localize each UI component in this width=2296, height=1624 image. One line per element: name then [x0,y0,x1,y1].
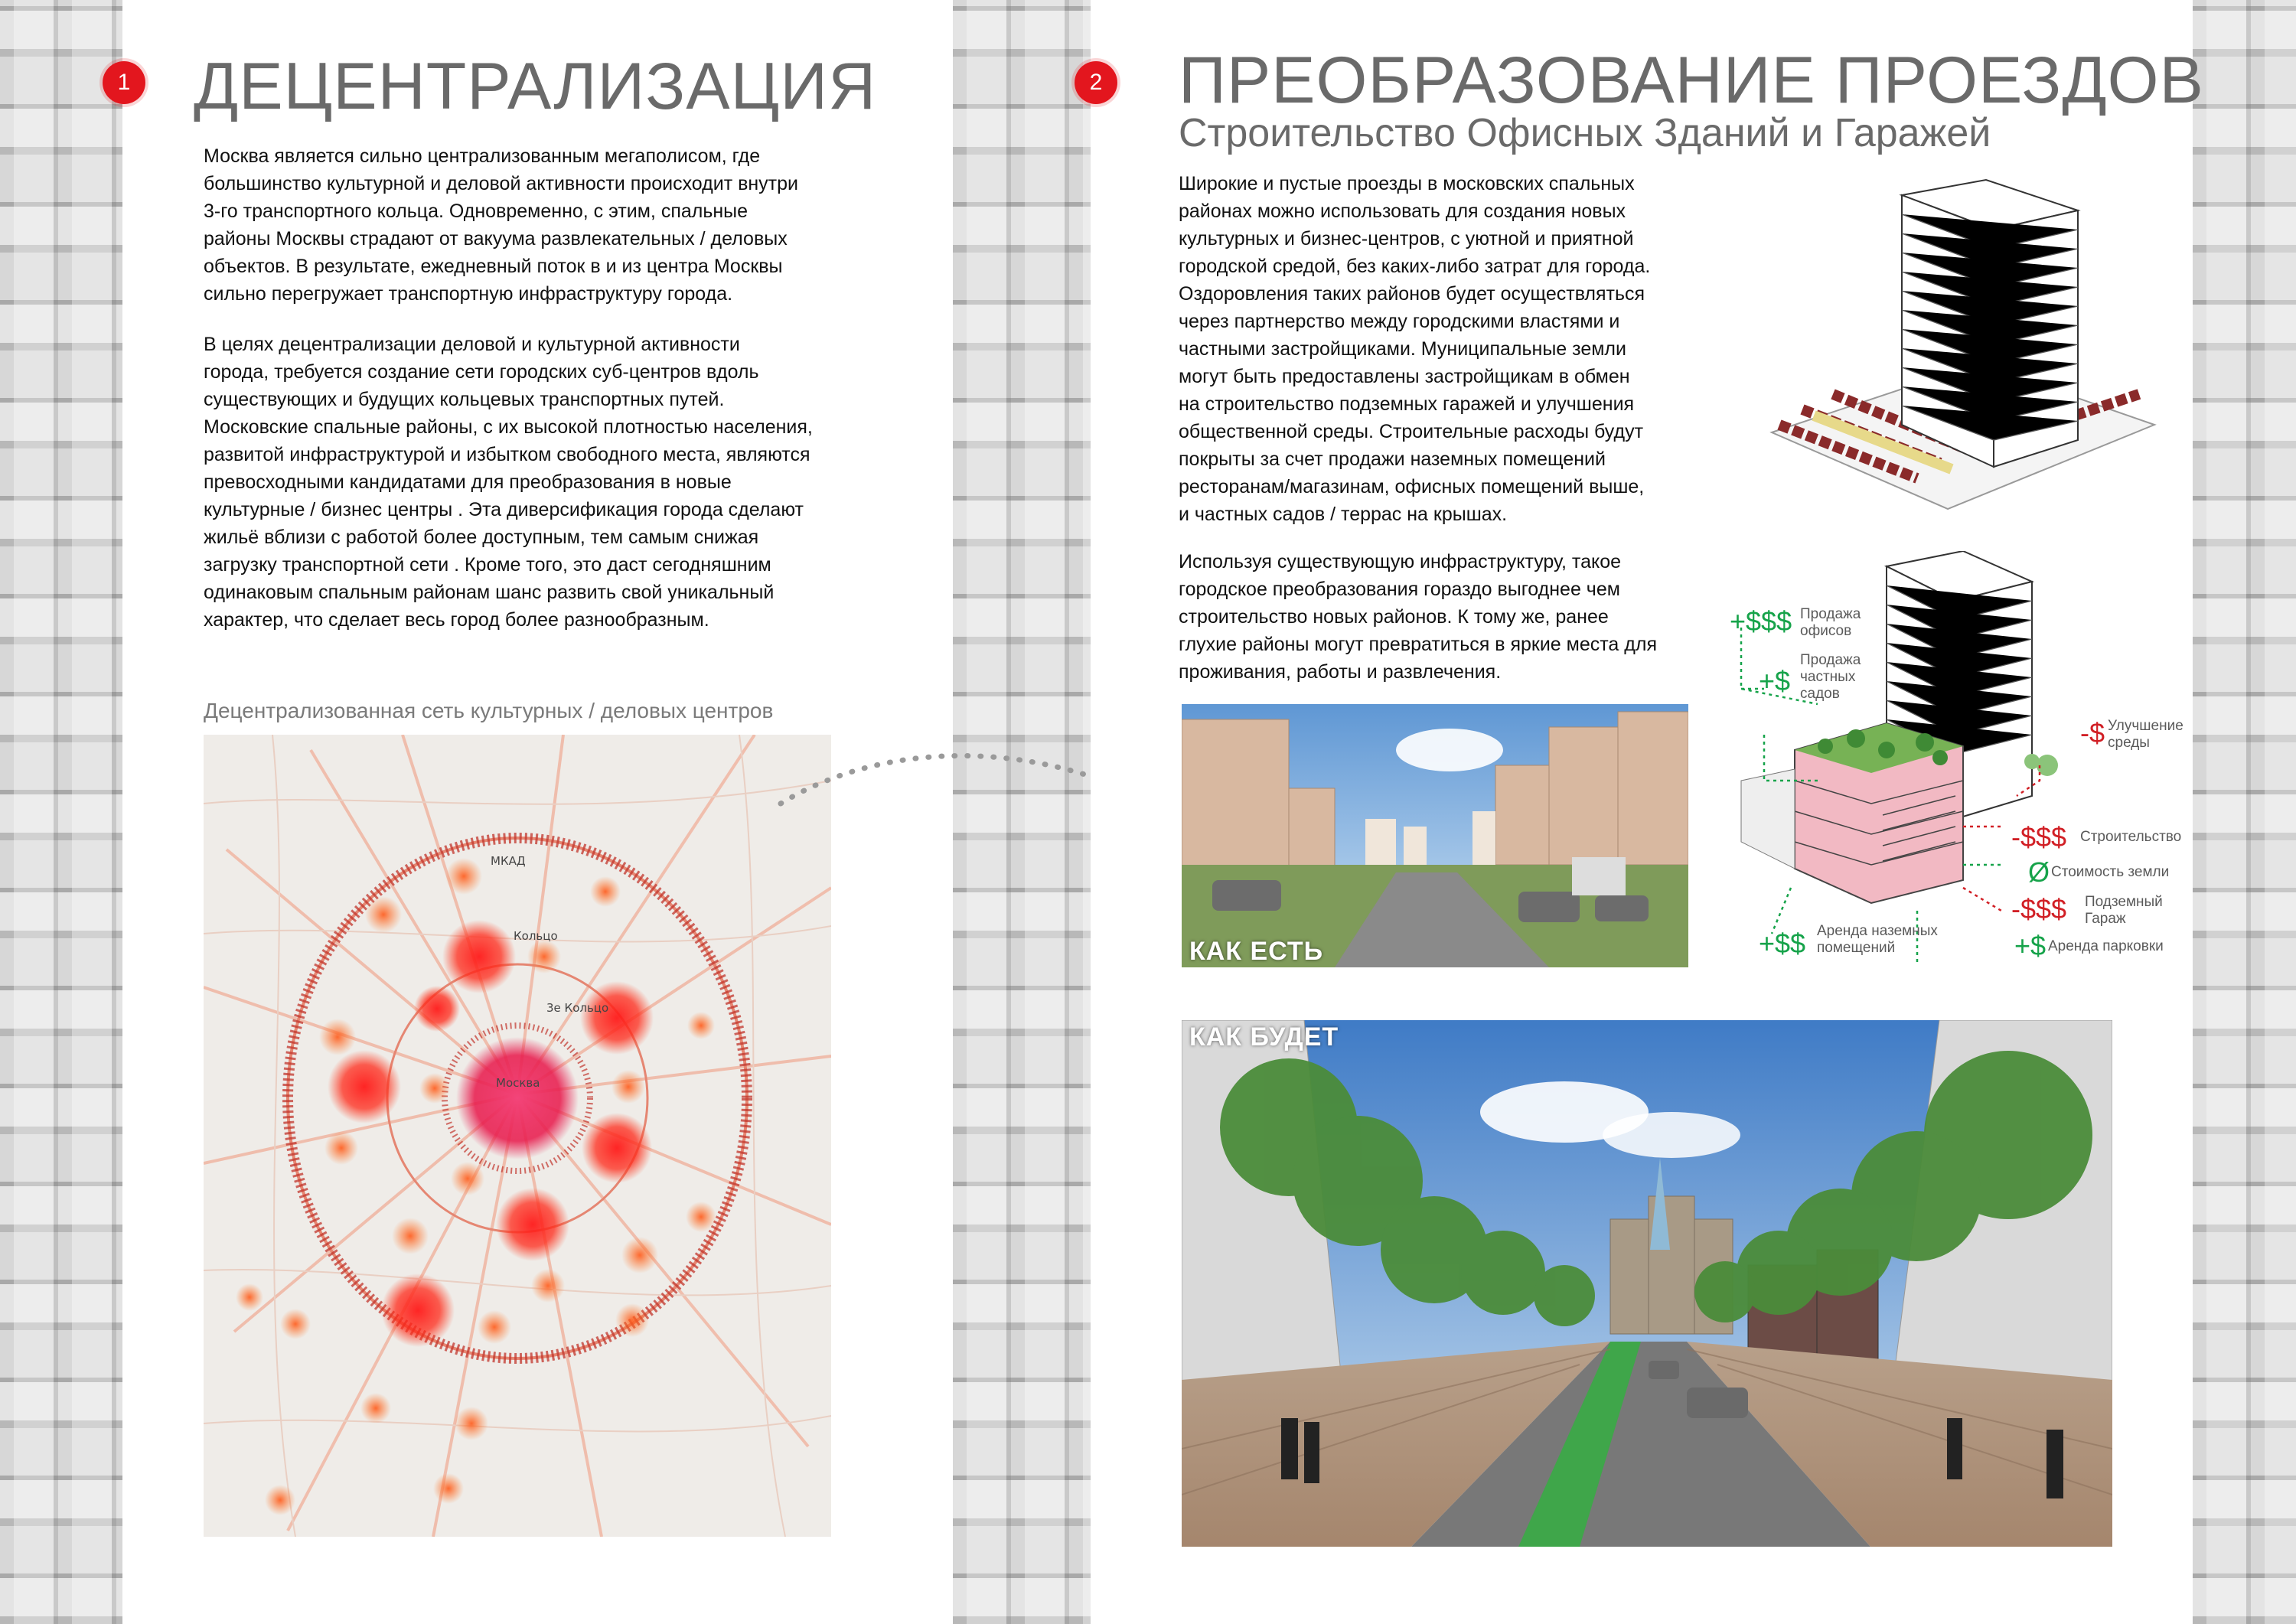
office-sale-amount: +$$$ [1730,605,1792,637]
construction-amount: -$$$ [2011,821,2067,853]
photo-after [1182,1020,2112,1547]
ground-rent-amount: +$$ [1759,928,1806,959]
left-title: ДЕЦЕНТРАЛИЗАЦИЯ [194,50,877,123]
parking-label: Аренда парковки [2048,938,2164,954]
right-paragraph-2: Используя существующую инфраструктуру, такое городское преобразования гораздо выгоднее чем строительство новых районов. К тому же, ранее глухие районы могут превратиться в яркие места для проживания, работы и развлечения. [1179,551,1657,683]
facade-strip-left [0,0,122,1624]
right-subtitle: Строительство Офисных Зданий и Гаражей [1179,111,1991,155]
environment-amount: -$ [2080,717,2105,748]
map-label-ring3: 3е Кольцо [546,1001,609,1015]
section-number-2: 2 [1075,61,1117,104]
construction-label: Строительство [2080,829,2182,845]
parking-amount: +$ [2014,930,2047,961]
before-label: КАК ЕСТЬ [1189,937,1324,966]
environment-label: Улучшение среды [2108,718,2183,751]
decentralization-map [204,735,831,1537]
map-label-mkad: МКАД [491,854,526,868]
right-paragraph-1: Широкие и пустые проезды в московских спальных районах можно использовать для создания новых культурных и бизнес-центров, с уютной и приятной городской средой, без каких-либо затрат для города. Оздоровления таких районов будет осуществляться через партнерство между городскими властями и частными застройщиками. Муниципальные земли могут быть предоставлены застройщикам в обмен на строительство подземных гаражей и улучшения общественной среды. Строительные расходы будут покрыты за счет продажи наземных помещений ресторанам/магазинам, офисных помещений выше, и частных садов / террас на крышах. [1179,173,1651,525]
building-axonometric-top [1726,172,2177,532]
left-paragraph-2: В целях децентрализации деловой и культурной активности города, требуется создание сети городских суб-центров вдоль существующих и будущих кольцевых транспортных путей. Московские спальные районы, с их высокой плотностью населения, развитой инфраструктурой и избытком свободного места, являются превосходными кандидатами для преобразования в новые культурные / бизнес центры . Эта диверсификация города сделают жильё вблизи с работой более доступным, тем самым снижая загрузку транспортной сети . Кроме того, это даст сегодняшним одинаковым спальным районам шанс развить свой уникальный характер, что сделает весь город более разнообразным. [204,334,813,631]
garage-amount: -$$$ [2011,893,2067,925]
section-number-1: 1 [103,61,145,104]
moscow-center [456,1037,579,1159]
map-label-center: Москва [496,1076,540,1090]
after-label: КАК БУДЕТ [1189,1022,1339,1052]
office-sale-label: Продажа офисов [1800,606,1861,639]
photo-before [1182,704,1688,967]
right-title: ПРЕОБРАЗОВАНИЕ ПРОЕЗДОВ [1179,44,2204,117]
land-cost-amount: Ø [2028,856,2050,888]
facade-strip-right [2193,0,2296,1624]
garage-label: Подземный Гараж [2085,894,2163,927]
map-caption: Децентрализованная сеть культурных / деловых центров [204,699,774,722]
left-paragraph-1: Москва является сильно централизованным мегаполисом, где большинство культурной и деловой активности происходит внутри 3-го транспортного кольца. Одновременно, с этим, спальные районы Москвы страдают от вакуума развлекательных / деловых объектов. В результате, ежедневный поток в и из центра Москвы сильно перегружает транспортную инфраструктуру города. [204,145,799,305]
map-label-ring: Кольцо [514,929,558,943]
garden-sale-amount: +$ [1759,665,1791,696]
ground-rent-label: Аренда наземных помещений [1817,923,1938,956]
garden-sale-label: Продажа частных садов [1800,652,1861,702]
land-cost-label: Стоимость земли [2051,864,2170,880]
